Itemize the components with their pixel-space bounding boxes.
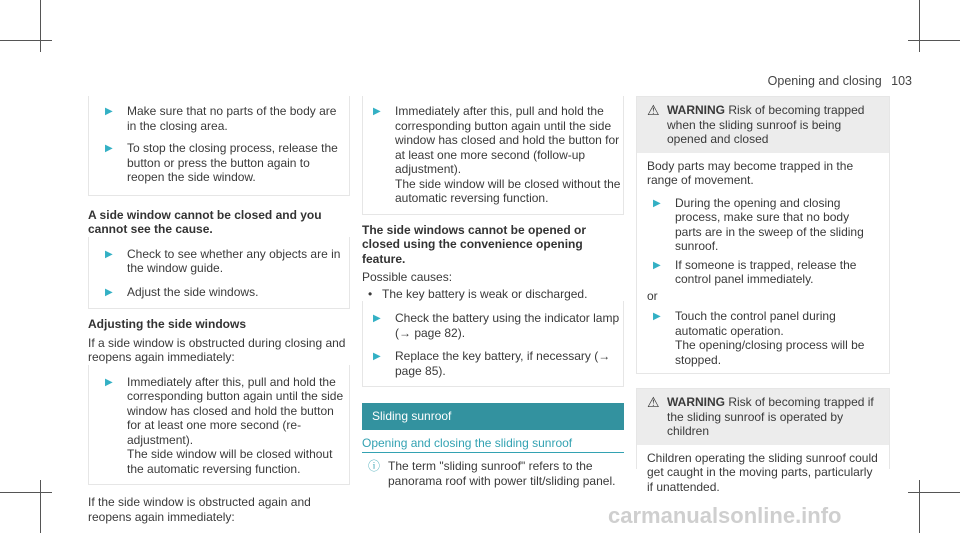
section-title: Opening and closing (767, 74, 882, 88)
problem-heading: A side window cannot be closed and you cannot see the cause. (88, 207, 322, 236)
column-1 (88, 96, 350, 524)
arrow-icon: ▶ (105, 376, 113, 388)
steps-box (88, 365, 350, 486)
warning-box (636, 388, 890, 494)
warning-box (636, 96, 890, 374)
warning-icon: ⚠ (647, 394, 660, 410)
step: ▶ Check the battery using the indicator lamp (→ page 82). (373, 311, 620, 340)
step: ▶ Make sure that no parts of the body are in the closing area. (105, 104, 337, 133)
step: ▶ To stop the closing process, release the button or press the button again to reopen the side window. (105, 141, 338, 184)
warning-icon: ⚠ (647, 102, 660, 118)
arrow-icon: ▶ (105, 106, 113, 117)
crop-mark (0, 40, 52, 41)
or-label: or (647, 288, 658, 303)
arrow-icon: ▶ (105, 143, 113, 154)
paragraph: Possible causes: (362, 270, 453, 284)
crop-mark (0, 492, 52, 493)
step: ▶ Immediately after this, pull and hold the corresponding button again until the side window has closed and hold the button for at least one more second (follow-up adjustment). The side window will be closed without the automatic reversing function. (373, 104, 621, 205)
section-heading: Adjusting the side windows (88, 317, 247, 331)
warning-header (637, 97, 889, 153)
arrow-icon: ▶ (373, 106, 381, 117)
crop-mark (919, 0, 920, 52)
arrow-icon: ▶ (653, 311, 661, 322)
arrow-icon: ▶ (373, 351, 381, 362)
crop-mark (919, 480, 920, 533)
warning-title: WARNING (667, 103, 725, 117)
page-header (768, 74, 912, 88)
warning-body: Children operating the sliding sunroof could get caught in the moving parts, particularly if unattended. (647, 450, 878, 494)
crop-mark (908, 492, 960, 493)
warning-title: WARNING (667, 395, 725, 409)
arrow-icon: ▶ (653, 197, 661, 209)
column-3 (636, 96, 890, 494)
crop-mark (908, 40, 960, 41)
warning-text: Risk of becoming trapped if the sliding sunroof is operated by children (667, 395, 874, 438)
steps-box (88, 96, 350, 196)
arrow-icon: ▶ (105, 248, 113, 260)
list-item: • The key battery is weak or discharged. (368, 286, 588, 301)
crop-mark (40, 0, 41, 52)
step: ▶ Touch the control panel during automatic operation. The opening/closing process will be stopped. (653, 309, 865, 367)
watermark: carmanualsonline.info (608, 503, 842, 528)
note: ⓘ The term "sliding sunroof" refers to the panorama roof with power tilt/sliding panel. (368, 459, 616, 488)
bullet-icon: • (368, 286, 373, 301)
steps-box (362, 96, 624, 215)
warning-text: Risk of becoming trapped when the sliding sunroof is being opened and closed (667, 103, 865, 146)
step: ▶ Immediately after this, pull and hold the corresponding button again until the side window has closed and hold the button for at least one more second (re-adjustment). The side window will be closed without the automatic reversing function. (105, 374, 344, 476)
column-2 (362, 96, 624, 488)
step: ▶ Adjust the side windows. (105, 284, 259, 299)
arrow-icon: ▶ (105, 286, 113, 298)
step: ▶ If someone is trapped, release the control panel immediately. (653, 257, 857, 286)
page-number: 103 (891, 74, 912, 88)
crop-mark (40, 480, 41, 533)
step: ▶ Check to see whether any objects are in the window guide. (105, 246, 341, 275)
paragraph: If a side window is obstructed during closing and reopens again immediately: (88, 335, 346, 364)
warning-body: Body parts may become trapped in the range of movement. ▶ During the opening and closing process, make sure that no body parts are in the sweep of the sliding sunroof. ▶ If someone is trapped, release the control panel immediately. or ▶ Touch the control panel during automatic operation. The opening/closing process will be stopped. (637, 153, 889, 374)
arrow-icon: ▶ (653, 259, 661, 271)
subsection-heading: Opening and closing the sliding sunroof (362, 436, 624, 454)
warning-header (637, 389, 889, 445)
arrow-icon: ▶ (373, 313, 381, 324)
problem-heading: The side windows cannot be opened or closed using the convenience opening feature. (362, 222, 587, 266)
steps-box (88, 237, 350, 310)
info-icon: ⓘ (368, 459, 381, 473)
steps-box (362, 301, 624, 387)
step: ▶ During the opening and closing process, make sure that no body parts are in the sweep of the sliding sunroof. (653, 195, 864, 253)
step: ▶ Replace the key battery, if necessary (→ page 85). (373, 349, 611, 378)
paragraph: If the side window is obstructed again and reopens again immediately: (88, 495, 311, 524)
section-band: Sliding sunroof (362, 403, 624, 430)
